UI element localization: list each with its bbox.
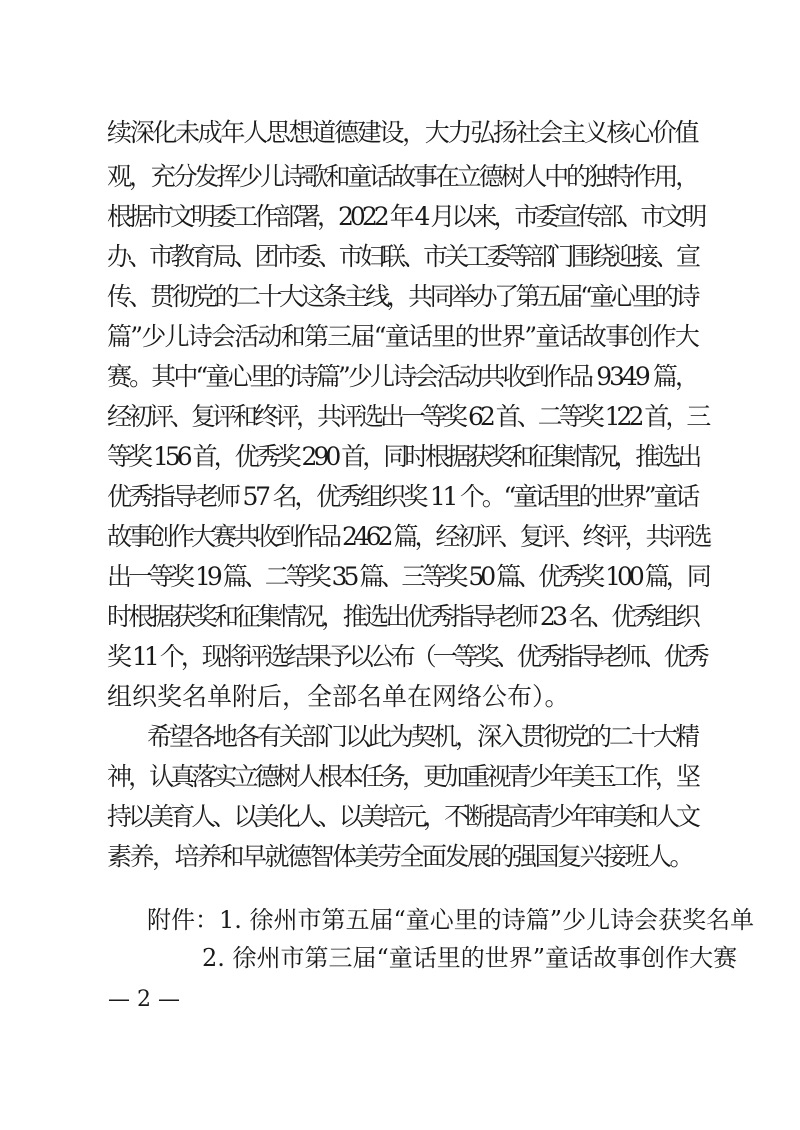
text-line: 经初评、复评和终评，共评选出一等奖 62 首、二等奖 122 首，三 xyxy=(107,402,708,431)
text-line: 时根据获奖和征集情况，推选出优秀指导老师 23 名、优秀组织 xyxy=(107,602,697,631)
text-line: 神，认真落实立德树人根本任务，更加重视青少年美玉工作，坚 xyxy=(107,762,697,791)
attachment-line-1: 附件：1. 徐州市第五届“童心里的诗篇”少儿诗会获奖名单 xyxy=(147,906,755,934)
text-line: 办、市教育局、团市委、市妇联、市关工委等部门围绕迎接、宣 xyxy=(107,242,697,271)
text-line: 奖 11 个，现将评选结果予以公布（一等奖、优秀指导老师、优秀 xyxy=(107,642,706,671)
text-line: 持以美育人、以美化人、以美培元，不断提高青少年审美和人文 xyxy=(107,802,697,831)
text-line: 赛。其中“童心里的诗篇”少儿诗会活动共收到作品 9349 篇， xyxy=(107,362,697,391)
text-line: 等奖 156 首，优秀奖 290 首，同时根据获奖和征集情况，推选出 xyxy=(107,442,699,471)
text-line: 续深化未成年人思想道德建设，大力弘扬社会主义核心价值 xyxy=(107,118,697,147)
text-line: 希望各地各有关部门以此为契机，深入贯彻党的二十大精 xyxy=(147,722,698,751)
text-line: 传、贯彻党的二十大这条主线，共同举办了第五届“童心里的诗 xyxy=(107,282,697,311)
text-line: 篇”少儿诗会活动和第三届“童话里的世界”童话故事创作大 xyxy=(107,322,699,351)
text-line: 观，充分发挥少儿诗歌和童话故事在立德树人中的独特作用， xyxy=(107,162,697,191)
text-line: 优秀指导老师 57 名，优秀组织奖 11 个。“童话里的世界”童话 xyxy=(107,482,697,511)
attachment-line-2: 2. 徐州市第三届“童话里的世界”童话故事创作大赛 xyxy=(202,944,738,972)
text-line: 故事创作大赛共收到作品 2462 篇，经初评、复评、终评，共评选 xyxy=(107,522,709,551)
text-line: 素养，培养和早就德智体美劳全面发展的强国复兴接班人。 xyxy=(107,842,693,871)
text-line: 组织奖名单附后，全部名单在网络公布）。 xyxy=(107,682,570,711)
text-line: 根据市文明委工作部署，2022 年 4 月以来，市委宣传部、市文明 xyxy=(107,202,704,231)
text-line: 出一等奖 19 篇、二等奖 35 篇、三等奖 50 篇、优秀奖 100 篇，同 xyxy=(107,562,708,591)
page-number: — 2 — xyxy=(108,987,180,1012)
